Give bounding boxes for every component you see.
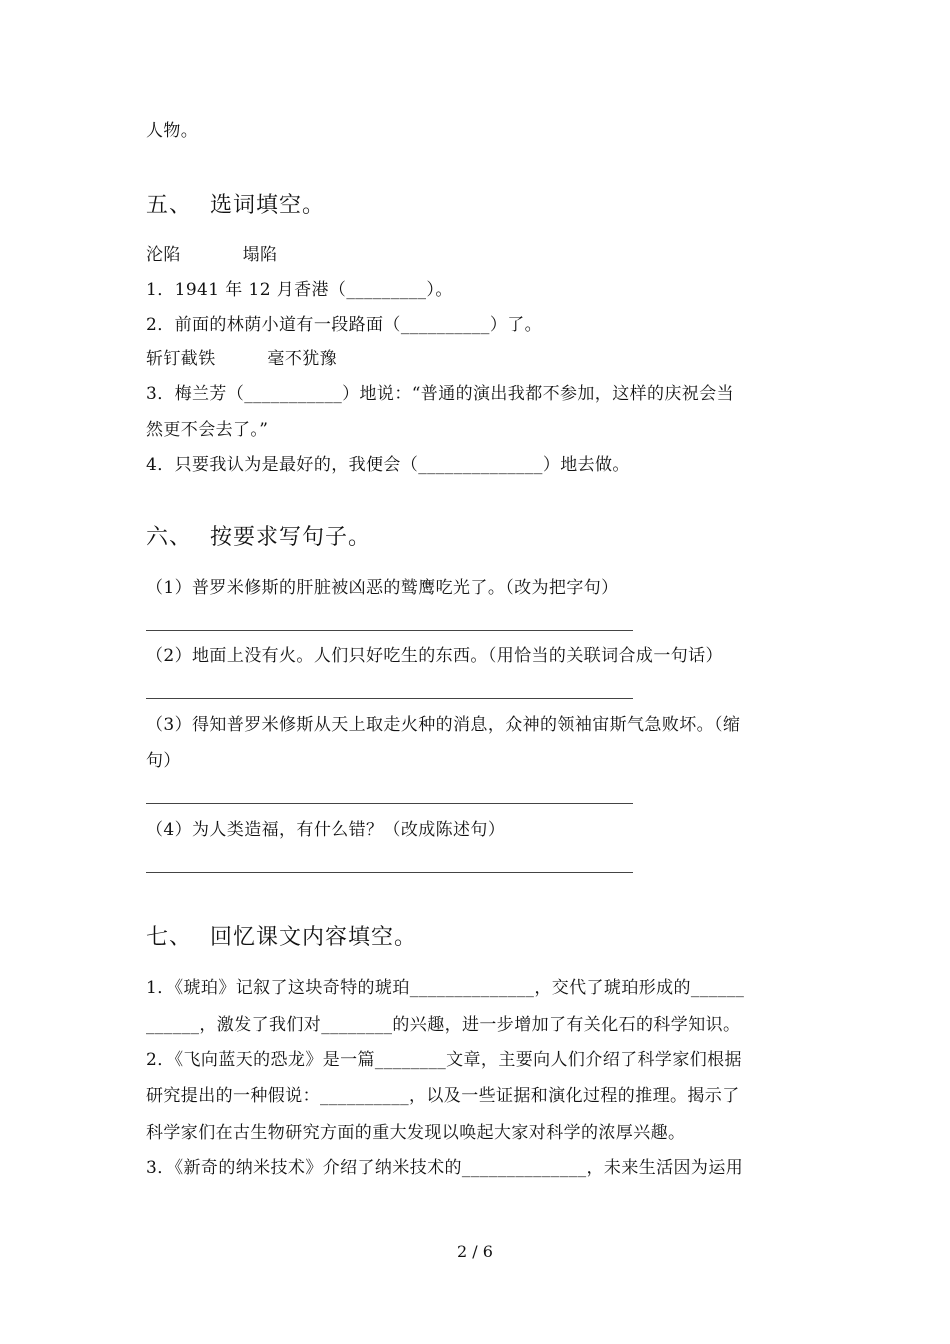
section6-number: 六、 [146,525,193,550]
question-1: 1．1941 年 12 月香港（_________）。 [146,280,453,300]
word-option: 斩钉截铁 [146,349,216,369]
word-option: 塌陷 [242,245,278,265]
sentence-task-2: （2）地面上没有火。人们只好吃生的东西。（用恰当的关联词合成一句话） [146,646,723,666]
recall-1-line1: 1．《琥珀》记叙了这块奇特的琥珀______________，交代了琥珀形成的______ [146,978,745,998]
section5-number: 五、 [146,193,193,218]
recall-2-line1: 2．《飞向蓝天的恐龙》是一篇________文章，主要向人们介绍了科学家们根据 [146,1050,742,1070]
recall-3-line1: 3．《新奇的纳米技术》介绍了纳米技术的______________，未来生活因为运用 [146,1158,744,1178]
section7-title: 回忆课文内容填空。 [210,925,418,950]
section7-heading [146,923,417,953]
word-option: 毫不犹豫 [267,349,338,369]
section6-heading [146,523,371,553]
question-3-line1: 3．梅兰芳（___________）地说：“普通的演出我都不参加，这样的庆祝会当 [146,384,735,404]
question-3-line2: 然更不会去了。” [146,420,269,440]
answer-line-1[interactable] [146,630,633,631]
section5-title: 选词填空。 [210,193,326,218]
sentence-task-3-line1: （3）得知普罗米修斯从天上取走火种的消息，众神的领袖宙斯气急败坏。（缩 [146,715,741,735]
question-4: 4．只要我认为是最好的，我便会（______________）地去做。 [146,455,630,475]
question-2: 2．前面的林荫小道有一段路面（__________）了。 [146,315,543,335]
recall-2-line2: 研究提出的一种假说：__________，以及一些证据和演化过程的推理。揭示了 [146,1086,740,1106]
word-option: 沦陷 [146,245,181,265]
answer-line-2[interactable] [146,698,633,699]
sentence-task-1: （1）普罗米修斯的肝脏被凶恶的鹫鹰吃光了。（改为把字句） [146,578,619,598]
section7-number: 七、 [146,925,193,950]
wordset2 [146,347,337,371]
sentence-task-3-line2: 句） [146,751,181,771]
answer-line-4[interactable] [146,872,633,873]
section5-heading [146,191,325,221]
answer-line-3[interactable] [146,803,633,804]
recall-2-line3: 科学家们在古生物研究方面的重大发现以唤起大家对科学的浓厚兴趣。 [146,1123,686,1143]
intro-line: 人物。 [146,121,199,141]
section6-title: 按要求写句子。 [210,525,372,550]
page-number: 2 / 6 [457,1242,493,1261]
sentence-task-4: （4）为人类造福，有什么错？（改成陈述句） [146,820,506,840]
recall-1-line2: ______，激发了我们对________的兴趣，进一步增加了有关化石的科学知识。 [146,1015,741,1035]
wordset1 [146,243,277,267]
